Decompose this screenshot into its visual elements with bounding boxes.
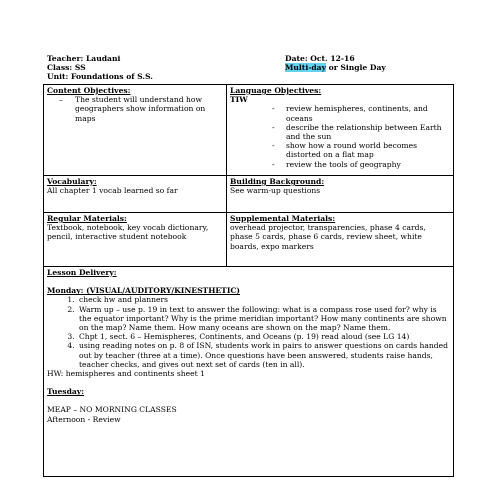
content-objectives-cell [44, 85, 227, 176]
day-type-highlight: Multi-day [285, 63, 326, 72]
building-background-cell [227, 176, 454, 213]
content-objectives-list [47, 95, 223, 123]
vocabulary-title: Vocabulary: [47, 177, 97, 186]
lesson-delivery-cell [44, 267, 454, 477]
regular-materials-title: Regular Materials: [47, 214, 127, 223]
language-objectives-tiw: TIW [230, 95, 248, 105]
vocabulary-cell [44, 176, 227, 213]
class-line: Class: SS [47, 63, 86, 72]
unit-line: Unit: Foundations of S.S. [47, 72, 153, 81]
day-type-line [285, 63, 386, 72]
supplemental-materials-cell [227, 213, 454, 267]
monday-step: 4. using reading notes on p. 8 of ISN, students work in pairs to answer questions on cards handed out by teacher (three at a time). Once questions have been answered, students raise hands, teacher checks, and gives out next set of cards (ten in all). [77, 341, 450, 369]
monday-title: Monday: (VISUAL/AUDITORY/KINESTHETIC) [47, 286, 241, 296]
monday-step: 1. check hw and planners [77, 295, 450, 304]
date-line: Date: Oct. 12-16 [285, 54, 355, 63]
tuesday-title: Tuesday: [47, 387, 85, 397]
monday-step: 2. Warm up – use p. 19 in text to answer the following: what is a compass rose used for? why is the equator important? Why is the prime meridian important? How many continents are shown on the map? Name them. How many oceans are shown on the map? Name them. [77, 305, 450, 333]
building-background-title: Building Background: [230, 177, 325, 186]
lesson-delivery-title: Lesson Delivery: [47, 268, 117, 277]
tuesday-line: Afternoon - Review [47, 414, 121, 424]
building-background-text: See warm-up questions [230, 186, 321, 196]
content-objectives-title: Content Objectives: [47, 86, 131, 95]
supplemental-materials-title: Supplemental Materials: [230, 214, 336, 223]
supplemental-materials-text: overhead projector, transparencies, phase 4 cards, phase 5 cards, phase 6 cards, review sheet, white boards, expo markers [230, 223, 426, 251]
objectives-row [44, 85, 454, 176]
homework-line: HW: hemispheres and continents sheet 1 [47, 369, 205, 379]
monday-step: 3. Chpt 1, sect. 6 – Hemispheres, Continents, and Oceans (p. 19) read aloud (see LG 14) [77, 332, 450, 341]
day-type-rest: or Single Day [326, 63, 386, 72]
language-objective-item: - review the tools of geography [272, 160, 450, 169]
materials-row [44, 213, 454, 267]
lesson-delivery-row [44, 267, 454, 477]
teacher-line: Teacher: Laudani [47, 54, 121, 63]
language-objectives-title: Language Objectives: [230, 86, 322, 95]
regular-materials-text: Textbook, notebook, key vocab dictionary, pencil, interactive student notebook [47, 223, 209, 242]
header-left [47, 54, 153, 81]
vocabulary-text: All chapter 1 vocab learned so far [47, 186, 178, 196]
regular-materials-cell [44, 213, 227, 267]
content-objective-item: – The student will understand how geographers show information on maps [59, 95, 223, 123]
language-objectives-list [230, 104, 450, 168]
monday-steps [47, 295, 450, 369]
language-objective-item: - show how a round world becomes distorted on a flat map [272, 141, 450, 159]
language-objective-item: - review hemispheres, continents, and oceans [272, 104, 450, 122]
vocab-row [44, 176, 454, 213]
tuesday-line: MEAP – NO MORNING CLASSES [47, 405, 177, 415]
lesson-plan-table [43, 84, 454, 477]
language-objective-item: - describe the relationship between Earth and the sun [272, 123, 450, 141]
language-objectives-cell [227, 85, 454, 176]
header-right [285, 54, 386, 72]
